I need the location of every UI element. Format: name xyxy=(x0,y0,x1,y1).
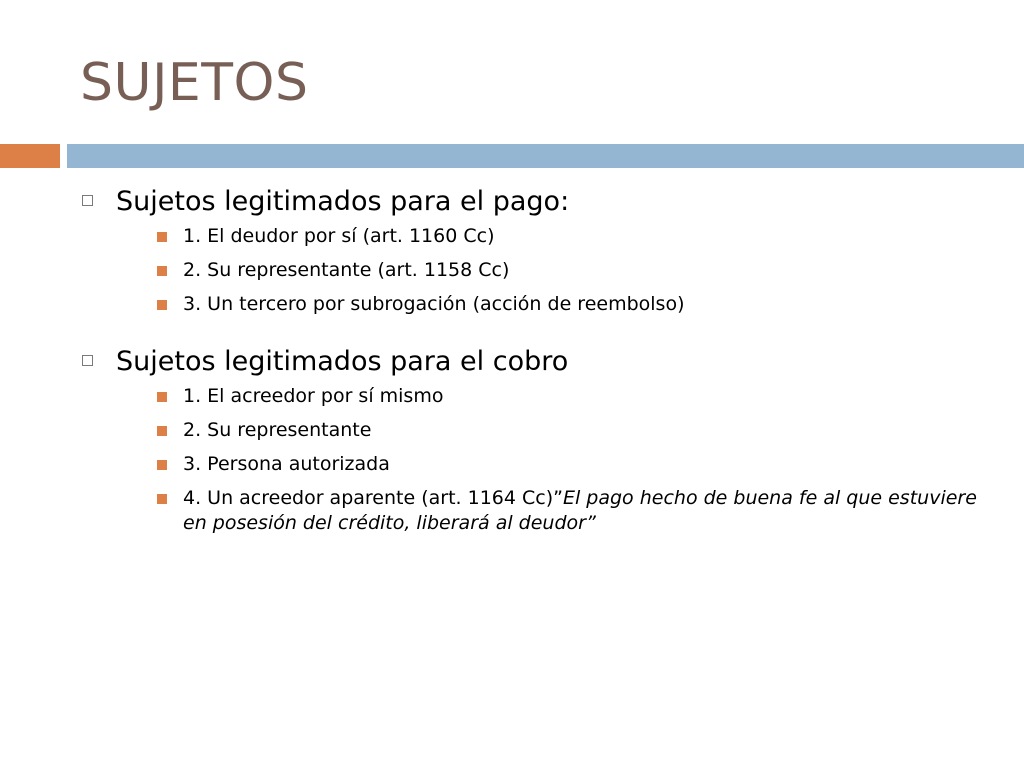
list-item xyxy=(116,452,978,477)
section-item xyxy=(78,344,978,536)
slide-title: SUJETOS xyxy=(80,53,309,113)
accent-bar xyxy=(0,144,60,168)
list-item-text: 2. Su representante (art. 1158 Cc) xyxy=(183,259,510,281)
sub-list xyxy=(116,384,978,536)
list-item-text: 1. El acreedor por sí mismo xyxy=(183,385,444,407)
list-item xyxy=(116,418,978,443)
list-item xyxy=(116,486,978,536)
legal-quote: El pago hecho de buena fe al que estuviere en posesión del crédito, liberará al deudor” xyxy=(183,487,977,534)
section-heading: Sujetos legitimados para el cobro xyxy=(116,346,569,377)
list-item-text: 2. Su representante xyxy=(183,419,372,441)
section-item xyxy=(78,184,978,317)
square-bullet-icon xyxy=(157,460,167,470)
slide-content xyxy=(78,184,978,545)
list-item xyxy=(116,292,978,317)
square-bullet-icon xyxy=(157,426,167,436)
square-bullet-icon xyxy=(157,232,167,242)
list-item xyxy=(116,224,978,249)
square-bullet-icon xyxy=(157,392,167,402)
list-item-text: 3. Persona autorizada xyxy=(183,453,390,475)
section-cobro xyxy=(78,344,978,536)
list-item-text: 3. Un tercero por subrogación (acción de reembolso) xyxy=(183,293,685,315)
hollow-square-bullet-icon xyxy=(82,195,93,206)
list-item xyxy=(116,384,978,409)
sub-list xyxy=(116,224,978,317)
section-spacer xyxy=(78,326,978,344)
section-heading: Sujetos legitimados para el pago: xyxy=(116,186,570,217)
list-item-text: 4. Un acreedor aparente (art. 1164 Cc)” xyxy=(183,487,563,509)
list-item-text: 1. El deudor por sí (art. 1160 Cc) xyxy=(183,225,495,247)
section-pago xyxy=(78,184,978,317)
square-bullet-icon xyxy=(157,300,167,310)
hollow-square-bullet-icon xyxy=(82,355,93,366)
title-divider-bar xyxy=(67,144,1024,168)
square-bullet-icon xyxy=(157,494,167,504)
square-bullet-icon xyxy=(157,266,167,276)
list-item xyxy=(116,258,978,283)
